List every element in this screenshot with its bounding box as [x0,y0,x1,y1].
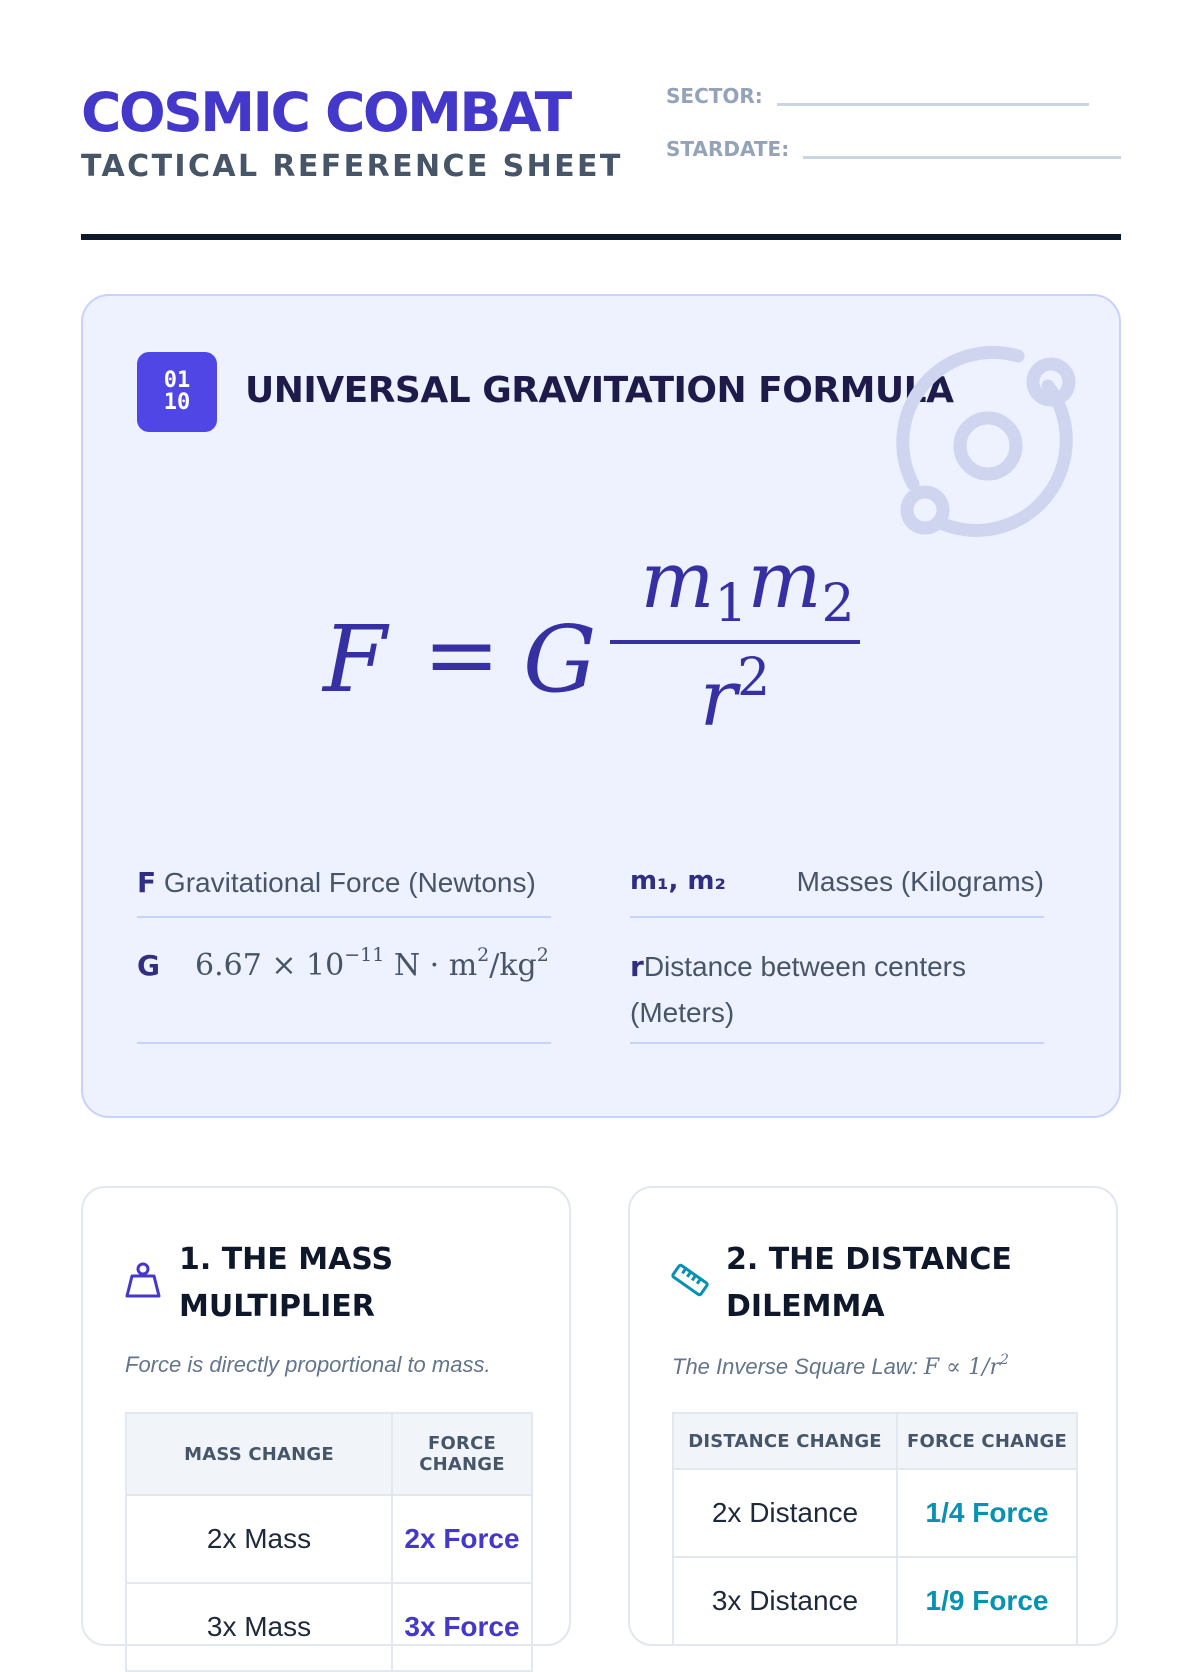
sector-input-line[interactable] [777,103,1089,106]
table-cell: 1/9 Force [897,1557,1077,1645]
legend-constant [137,944,551,1044]
column-header: FORCE CHANGE [392,1413,532,1495]
gravitation-equation [323,536,883,746]
numerator-mass-a: m [640,536,715,626]
table-cell: 2x Mass [126,1495,392,1583]
table-row [126,1583,532,1671]
distance-note-math: F ∝ 1/r [923,1355,1000,1380]
table-row [673,1557,1077,1645]
table-row [126,1495,532,1583]
sector-field[interactable] [666,86,1089,106]
column-header: FORCE CHANGE [897,1413,1077,1469]
denominator-distance: r [699,654,738,744]
distance-dilemma-card [628,1186,1118,1646]
numerator-mass-b-sub: 2 [821,574,855,634]
mass-multiplier-card [81,1186,571,1646]
column-header: MASS CHANGE [126,1413,392,1495]
table-cell: 2x Force [392,1495,532,1583]
mass-table [125,1412,533,1672]
table-cell: 3x Force [392,1583,532,1671]
binary-icon [137,352,217,432]
mass-card-note: Force is directly proportional to mass. [125,1352,491,1377]
legend-masses [630,866,1044,918]
legend-distance-description: Distance between centers (Meters) [630,951,966,1028]
formula-card [81,294,1121,1118]
table-header-row [673,1413,1077,1469]
equation-numerator [615,536,880,634]
equation-denominator [610,648,860,744]
brand-subtitle: TACTICAL REFERENCE SHEET [81,149,623,184]
brand-title: COSMIC COMBAT [81,81,570,144]
ruler-icon [672,1260,708,1300]
numerator-mass-a-sub: 1 [714,574,748,634]
legend-force-symbol: F [137,866,157,899]
table-row [673,1469,1077,1557]
stardate-input-line[interactable] [803,156,1121,159]
legend-distance-symbol: r [630,950,644,983]
binary-icon-top: 01 [163,368,191,393]
table-header-row [126,1413,532,1495]
equation-equals: = [423,601,501,708]
sector-label: SECTOR: [666,84,763,108]
denominator-exponent: 2 [737,648,771,708]
page-header [81,78,1121,240]
numerator-mass-b: m [747,536,822,626]
stardate-field[interactable] [666,139,1121,159]
distance-table [672,1412,1078,1646]
legend-distance [630,944,1044,1044]
stardate-label: STARDATE: [666,137,790,161]
legend-force-description: Gravitational Force (Newtons) [163,867,536,898]
formula-heading: UNIVERSAL GRAVITATION FORMULA [245,370,954,411]
legend-constant-symbol: G [137,949,160,982]
table-cell: 3x Mass [126,1583,392,1671]
table-cell: 3x Distance [673,1557,897,1645]
equation-fraction-bar [610,640,860,644]
distance-note-exponent: 2 [1000,1352,1009,1368]
column-header: DISTANCE CHANGE [673,1413,897,1469]
table-cell: 1/4 Force [897,1469,1077,1557]
equation-constant-symbol: G [523,606,597,713]
legend-force [137,866,551,918]
distance-card-note [672,1352,1009,1380]
equation-force-symbol: F [323,606,387,713]
legend-constant-value: $6.67 \times 10^{-11}$ $N \cdot m^2/kg^2$ [195,944,549,983]
mass-card-title: 1. THE MASS MULTIPLIER [179,1242,394,1324]
legend-masses-description: Masses (Kilograms) [796,866,1044,897]
weight-icon [125,1260,161,1300]
distance-note-text: The Inverse Square Law: [672,1354,924,1379]
binary-icon-bottom: 10 [163,390,191,415]
legend-masses-symbol: m₁, m₂ [630,866,726,896]
table-cell: 2x Distance [673,1469,897,1557]
distance-card-title: 2. THE DISTANCE DILEMMA [726,1242,1012,1324]
orbit-icon [883,324,1103,544]
